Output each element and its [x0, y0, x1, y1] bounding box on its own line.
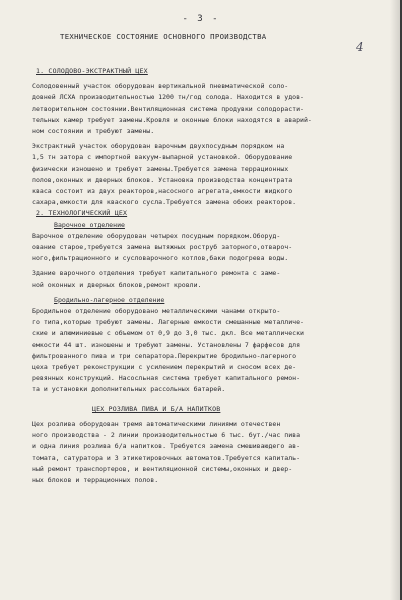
- text-line: томата, сатуратора и 3 этикетировочных автоматов.Требуется капиталь-: [32, 453, 301, 462]
- text-line: емкости 44 шт. изношены и требуют замены. Установлены 7 фарфесов для: [32, 340, 301, 349]
- text-line: Бродильное отделение оборудовано металлическими чанами открыто-: [32, 307, 281, 316]
- text-line: кваса состоит из двух реакторов,насосного агрегата,емкости жидкого: [32, 187, 293, 196]
- section-2-paragraph-3: [32, 306, 377, 396]
- text-line: Солодовенный участок оборудован вертикальной пневматической соло-: [32, 82, 289, 91]
- document-header: ТЕХНИЧЕСКОЕ СОСТОЯНИЕ ОСНОВНОГО ПРОИЗВОДСТВА: [60, 32, 267, 41]
- text-line: ном состоянии и требуют замены.: [32, 127, 155, 136]
- page-number: - 3 -: [182, 14, 220, 24]
- page-edge-shadow: [390, 0, 400, 600]
- text-line: тельных камер требует замены.Кровля и оконные блоки находятся в аварий-: [32, 115, 312, 124]
- section-3-paragraph-1: [32, 419, 377, 486]
- text-line: полов,оконных и дверных блоков. Установка производства концентрата: [32, 175, 293, 184]
- text-line: Здание варочного отделения требует капитального ремонта с заме-: [32, 269, 281, 278]
- text-line: и одна линия розлива б/а напитков. Требуется замена смешиваюдего ав-: [32, 442, 301, 451]
- text-line: ных блоков и террационных полов.: [32, 475, 159, 484]
- text-line: фильтрованного пива и три сепаратора.Перекрытие бродильно-лагерного: [32, 351, 297, 360]
- text-line: ование старое,требуется замена вытяжных роструб заторного,отвароч-: [32, 243, 293, 252]
- text-line: ревянных конструкций. Насосльная система требует капитального ремон-: [32, 374, 301, 383]
- text-line: физически изношено и требует замены.Требуется замена террационных: [32, 164, 289, 173]
- section-2-paragraph-1: [32, 231, 377, 265]
- section-2-title: 2. ТЕХНОЛОГИЧЕСКИЙ ЦЕХ: [36, 209, 128, 218]
- section-1-paragraph-2: [32, 141, 377, 208]
- text-line: Экстрактный участок оборудован варочным двухпосудным порядком на: [32, 142, 285, 151]
- text-line: ного производства - 2 линии производительностью 6 тыс. бут./час пива: [32, 431, 301, 440]
- text-line: ного,фильтрационного и сусловарочного котлов,баки подогрева воды.: [32, 254, 289, 263]
- section-1-title: 1. СОЛОДОВО-ЭКСТРАКТНЫЙ ЦЕХ: [36, 67, 148, 75]
- text-line: цеха требует реконструкции с усилением перекрытий и сносом всех де-: [32, 363, 297, 372]
- text-line: довней ЛСХА производительностью 1200 тн/год солода. Находится в удов-: [32, 93, 304, 102]
- text-line: 1,5 тн затора с импортной вакуум-выпарной установкой. Оборудование: [32, 153, 293, 162]
- text-line: ный ремонт транспортеров, и вентиляционной системы,оконных и двер-: [32, 464, 293, 473]
- text-line: ские и алюминиевые с объемом от 0,9 до 3,0 тыс. дкл. Все металлически: [32, 329, 304, 338]
- text-line: летворительном состоянии.Вентиляционная система продувки солодорасти-: [32, 104, 304, 113]
- text-line: та и установки дополнительных рассольных батарей.: [32, 385, 226, 394]
- document-body: [32, 66, 377, 486]
- text-line: го типа,которые требуют замены. Лагерные емкости смешанные металличе-: [32, 318, 304, 327]
- text-line: ной оконных и дверных блоков,ремонт кровли.: [32, 280, 202, 289]
- text-line: Варочное отделение оборудован четырех посудным порядком.Оборуд-: [32, 231, 281, 240]
- section-1-paragraph-1: [32, 81, 377, 137]
- section-2-subtitle-brewhouse: Варочное отделение: [54, 220, 125, 229]
- section-3-title: ЦЕХ РОЗЛИВА ПИВА И Б/А НАПИТКОВ: [92, 404, 221, 413]
- handwritten-page-mark: 4: [356, 40, 364, 54]
- section-2-subtitle-fermentation: Бродильно-лагерное отделение: [54, 295, 165, 304]
- section-2-paragraph-2: [32, 268, 377, 290]
- text-line: сахара,емкости для кваского сусла.Требуется замена обоих реакторов.: [32, 198, 297, 207]
- text-line: Цех розлива оборудован тремя автоматическими линиями отечествен: [32, 419, 281, 428]
